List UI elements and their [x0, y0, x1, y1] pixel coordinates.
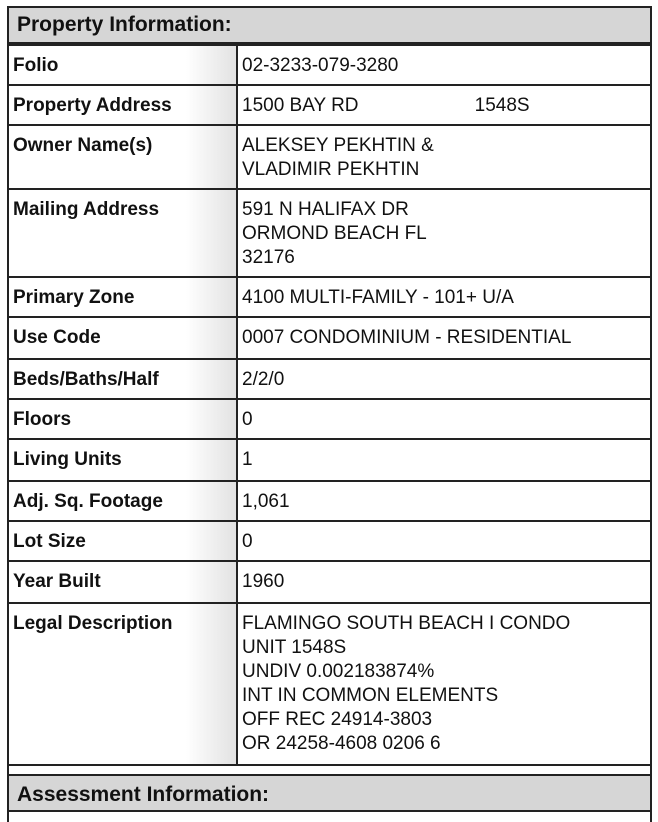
field-value: 1,061 — [237, 481, 650, 521]
table-row — [9, 85, 650, 125]
table-row — [9, 521, 650, 561]
field-value: 591 N HALIFAX DR ORMOND BEACH FL 32176 — [237, 189, 650, 277]
field-value: 2/2/0 — [237, 359, 650, 399]
field-label: Use Code — [9, 317, 237, 359]
field-value: 0 — [237, 399, 650, 439]
field-value: 1 — [237, 439, 650, 481]
table-row — [9, 277, 650, 317]
table-row — [9, 317, 650, 359]
field-value: 0007 CONDOMINIUM - RESIDENTIAL — [237, 317, 650, 359]
table-row — [9, 399, 650, 439]
field-label: Floors — [9, 399, 237, 439]
assessment-information-header: Assessment Information: — [9, 774, 650, 812]
field-label: Lot Size — [9, 521, 237, 561]
property-record-panel — [7, 6, 652, 822]
field-label: Living Units — [9, 439, 237, 481]
field-value: FLAMINGO SOUTH BEACH I CONDO UNIT 1548S UNDIV 0.002183874% INT IN COMMON ELEMENTS OFF REC 24914-3803 OR 24258-4608 0206 6 — [237, 603, 650, 765]
field-value: 1960 — [237, 561, 650, 603]
field-value: 4100 MULTI-FAMILY - 101+ U/A — [237, 277, 650, 317]
table-row — [9, 359, 650, 399]
field-label: Mailing Address — [9, 189, 237, 277]
field-label: Primary Zone — [9, 277, 237, 317]
field-value: ALEKSEY PEKHTIN & VLADIMIR PEKHTIN — [237, 125, 650, 189]
table-row — [9, 45, 650, 85]
field-label: Owner Name(s) — [9, 125, 237, 189]
field-value: 0 — [237, 521, 650, 561]
table-row — [9, 481, 650, 521]
field-label: Year Built — [9, 561, 237, 603]
property-information-header: Property Information: — [9, 8, 650, 44]
table-row — [9, 439, 650, 481]
field-value: 1500 BAY RD 1548S — [237, 85, 650, 125]
field-label: Beds/Baths/Half — [9, 359, 237, 399]
table-row — [9, 561, 650, 603]
field-label: Legal Description — [9, 603, 237, 765]
field-label: Property Address — [9, 85, 237, 125]
table-row — [9, 125, 650, 189]
field-value: 02-3233-079-3280 — [237, 45, 650, 85]
property-information-table — [9, 44, 650, 766]
field-label: Folio — [9, 45, 237, 85]
field-label: Adj. Sq. Footage — [9, 481, 237, 521]
table-row — [9, 189, 650, 277]
table-row — [9, 603, 650, 765]
